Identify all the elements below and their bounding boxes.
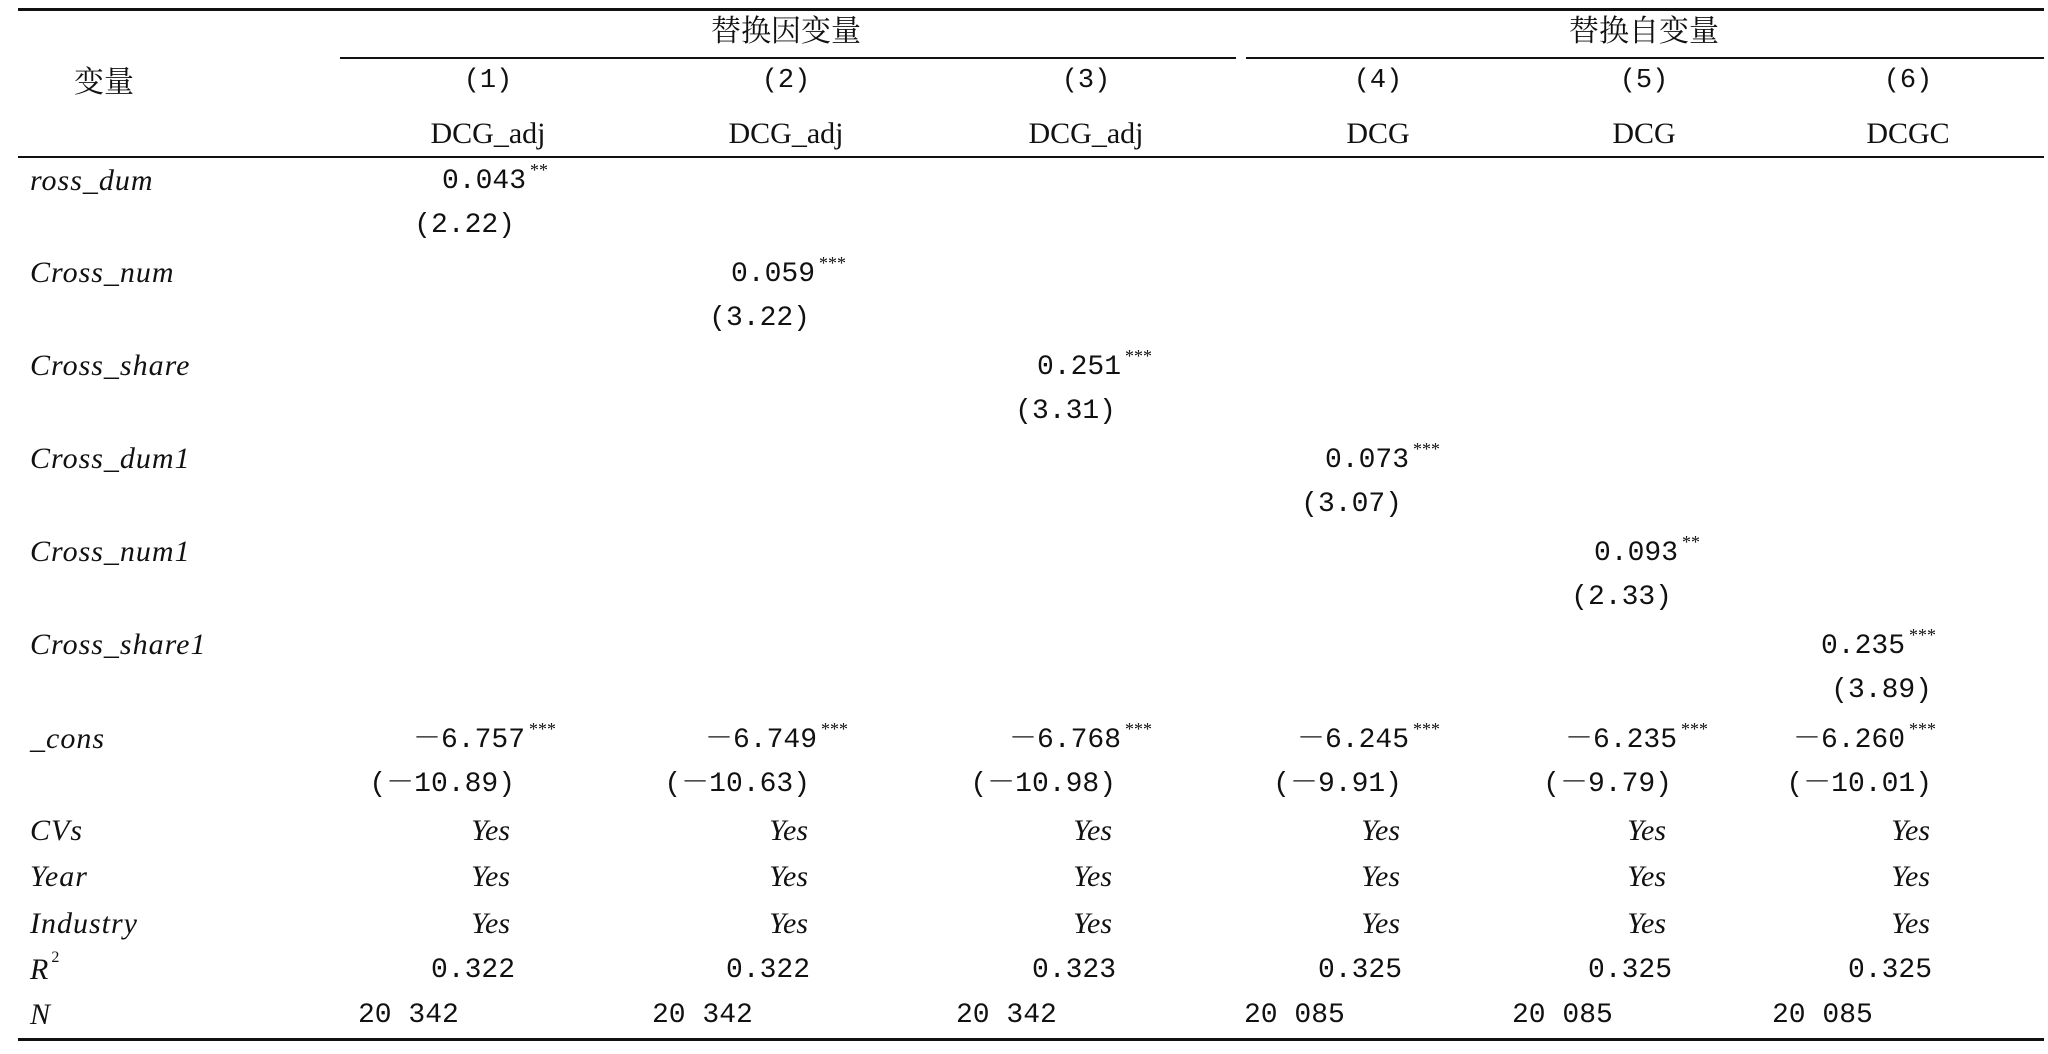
coef-cons-col5 bbox=[1564, 719, 1708, 756]
column-number-5: (5) bbox=[1619, 66, 1669, 96]
coef-cross-share1-col6 bbox=[1820, 625, 1936, 662]
tstat-cross-num-col2: (3.22) bbox=[709, 303, 810, 334]
coefficient-value: －6.260 bbox=[1792, 725, 1905, 756]
industry-col1: Yes bbox=[471, 907, 510, 940]
bottom-rule bbox=[18, 1038, 2044, 1041]
row-label-cvs: CVs bbox=[30, 814, 84, 847]
year-col3: Yes bbox=[1073, 860, 1112, 893]
coefficient-value: －6.245 bbox=[1296, 725, 1409, 756]
significance-stars: *** bbox=[819, 253, 846, 273]
significance-stars: *** bbox=[1909, 625, 1936, 645]
tstat-cons-col5: (－9.79) bbox=[1543, 769, 1672, 800]
tstat-cons-col6: (－10.01) bbox=[1786, 769, 1932, 800]
significance-stars: *** bbox=[1681, 719, 1708, 739]
n-col5: 20 085 bbox=[1512, 1000, 1613, 1031]
coefficient-value: 0.059 bbox=[730, 259, 815, 290]
coefficient-value: －6.235 bbox=[1564, 725, 1677, 756]
n-col6: 20 085 bbox=[1772, 1000, 1873, 1031]
row-label-cons: _cons bbox=[30, 722, 105, 755]
industry-col4: Yes bbox=[1361, 907, 1400, 940]
tstat-cons-col3: (－10.98) bbox=[970, 769, 1116, 800]
group-2-underline bbox=[1246, 57, 2044, 59]
dependent-variable-1: DCG_adj bbox=[430, 117, 546, 150]
row-label-industry: Industry bbox=[30, 907, 138, 940]
row-label-year: Year bbox=[30, 860, 88, 893]
tstat-cons-col1: (－10.89) bbox=[369, 769, 515, 800]
industry-col5: Yes bbox=[1627, 907, 1666, 940]
r-symbol: R bbox=[30, 953, 50, 986]
column-number-1: (1) bbox=[463, 66, 513, 96]
coef-cross-num-col2 bbox=[730, 253, 846, 290]
tstat-cross-share-col3: (3.31) bbox=[1015, 396, 1116, 427]
coefficient-value: －6.768 bbox=[1008, 725, 1121, 756]
significance-stars: *** bbox=[1909, 719, 1936, 739]
row-label-r2 bbox=[30, 949, 61, 986]
coefficient-value: 0.235 bbox=[1820, 631, 1905, 662]
group-1-underline bbox=[340, 57, 1236, 59]
tstat-cons-col2: (－10.63) bbox=[664, 769, 810, 800]
dependent-variable-2: DCG_adj bbox=[728, 117, 844, 150]
column-number-2: (2) bbox=[761, 66, 811, 96]
significance-stars: *** bbox=[1413, 719, 1440, 739]
r2-col2: 0.322 bbox=[725, 955, 810, 986]
coef-cross-share-col3 bbox=[1036, 346, 1152, 383]
column-number-4: (4) bbox=[1353, 66, 1403, 96]
group-header-replace-independent: 替换自变量 bbox=[1569, 14, 1719, 49]
n-col3: 20 342 bbox=[956, 1000, 1057, 1031]
dependent-variable-6: DCGC bbox=[1866, 117, 1950, 150]
coefficient-value: 0.251 bbox=[1036, 352, 1121, 383]
tstat-cross-num1-col5: (2.33) bbox=[1571, 582, 1672, 613]
significance-stars: *** bbox=[1125, 346, 1152, 366]
coefficient-value: 0.093 bbox=[1593, 538, 1678, 569]
row-label-n: N bbox=[30, 998, 52, 1031]
cvs-col4: Yes bbox=[1361, 814, 1400, 847]
r2-col5: 0.325 bbox=[1587, 955, 1672, 986]
variable-header: 变量 bbox=[74, 65, 134, 100]
r2-col1: 0.322 bbox=[430, 955, 515, 986]
coefficient-value: 0.043 bbox=[441, 166, 526, 197]
cvs-col3: Yes bbox=[1073, 814, 1112, 847]
row-label-cross-share1: Cross_share1 bbox=[30, 628, 207, 661]
row-label-cross-num1: Cross_num1 bbox=[30, 535, 191, 568]
row-label-cross-dum1: Cross_dum1 bbox=[30, 442, 191, 475]
column-number-6: (6) bbox=[1883, 66, 1933, 96]
n-col1: 20 342 bbox=[358, 1000, 459, 1031]
coef-cross-dum1-col4 bbox=[1324, 439, 1440, 476]
significance-stars: *** bbox=[821, 719, 848, 739]
r2-col6: 0.325 bbox=[1847, 955, 1932, 986]
top-rule bbox=[18, 8, 2044, 11]
significance-stars: ** bbox=[530, 160, 548, 180]
tstat-cons-col4: (－9.91) bbox=[1273, 769, 1402, 800]
industry-col6: Yes bbox=[1891, 907, 1930, 940]
significance-stars: *** bbox=[1125, 719, 1152, 739]
year-col2: Yes bbox=[769, 860, 808, 893]
tstat-cross-dum1-col4: (3.07) bbox=[1301, 489, 1402, 520]
n-col2: 20 342 bbox=[652, 1000, 753, 1031]
r2-col3: 0.323 bbox=[1031, 955, 1116, 986]
coef-cons-col6 bbox=[1792, 719, 1936, 756]
coef-cons-col4 bbox=[1296, 719, 1440, 756]
coef-cons-col1 bbox=[412, 719, 556, 756]
r2-col4: 0.325 bbox=[1317, 955, 1402, 986]
industry-col2: Yes bbox=[769, 907, 808, 940]
year-col5: Yes bbox=[1627, 860, 1666, 893]
year-col6: Yes bbox=[1891, 860, 1930, 893]
significance-stars: *** bbox=[1413, 439, 1440, 459]
header-bottom-rule bbox=[18, 156, 2044, 158]
row-label-cross-num: Cross_num bbox=[30, 256, 175, 289]
n-col4: 20 085 bbox=[1244, 1000, 1345, 1031]
coef-cross-num1-col5 bbox=[1593, 532, 1700, 569]
row-label-ross-dum: ross_dum bbox=[30, 164, 154, 197]
tstat-cross-share1-col6: (3.89) bbox=[1831, 675, 1932, 706]
column-number-3: (3) bbox=[1061, 66, 1111, 96]
dependent-variable-3: DCG_adj bbox=[1028, 117, 1144, 150]
dependent-variable-4: DCG bbox=[1346, 117, 1410, 150]
cvs-col6: Yes bbox=[1891, 814, 1930, 847]
cvs-col2: Yes bbox=[769, 814, 808, 847]
coef-ross-dum-col1 bbox=[441, 160, 548, 197]
dependent-variable-5: DCG bbox=[1612, 117, 1676, 150]
coef-cons-col2 bbox=[704, 719, 848, 756]
group-header-replace-dependent: 替换因变量 bbox=[711, 14, 861, 49]
significance-stars: ** bbox=[1682, 532, 1700, 552]
row-label-cross-share: Cross_share bbox=[30, 349, 191, 382]
coefficient-value: －6.749 bbox=[704, 725, 817, 756]
significance-stars: *** bbox=[529, 719, 556, 739]
coef-cons-col3 bbox=[1008, 719, 1152, 756]
cvs-col5: Yes bbox=[1627, 814, 1666, 847]
r-squared-superscript: 2 bbox=[51, 949, 61, 966]
tstat-ross-dum-col1: (2.22) bbox=[414, 210, 515, 241]
coefficient-value: 0.073 bbox=[1324, 445, 1409, 476]
year-col1: Yes bbox=[471, 860, 510, 893]
cvs-col1: Yes bbox=[471, 814, 510, 847]
industry-col3: Yes bbox=[1073, 907, 1112, 940]
year-col4: Yes bbox=[1361, 860, 1400, 893]
coefficient-value: －6.757 bbox=[412, 725, 525, 756]
